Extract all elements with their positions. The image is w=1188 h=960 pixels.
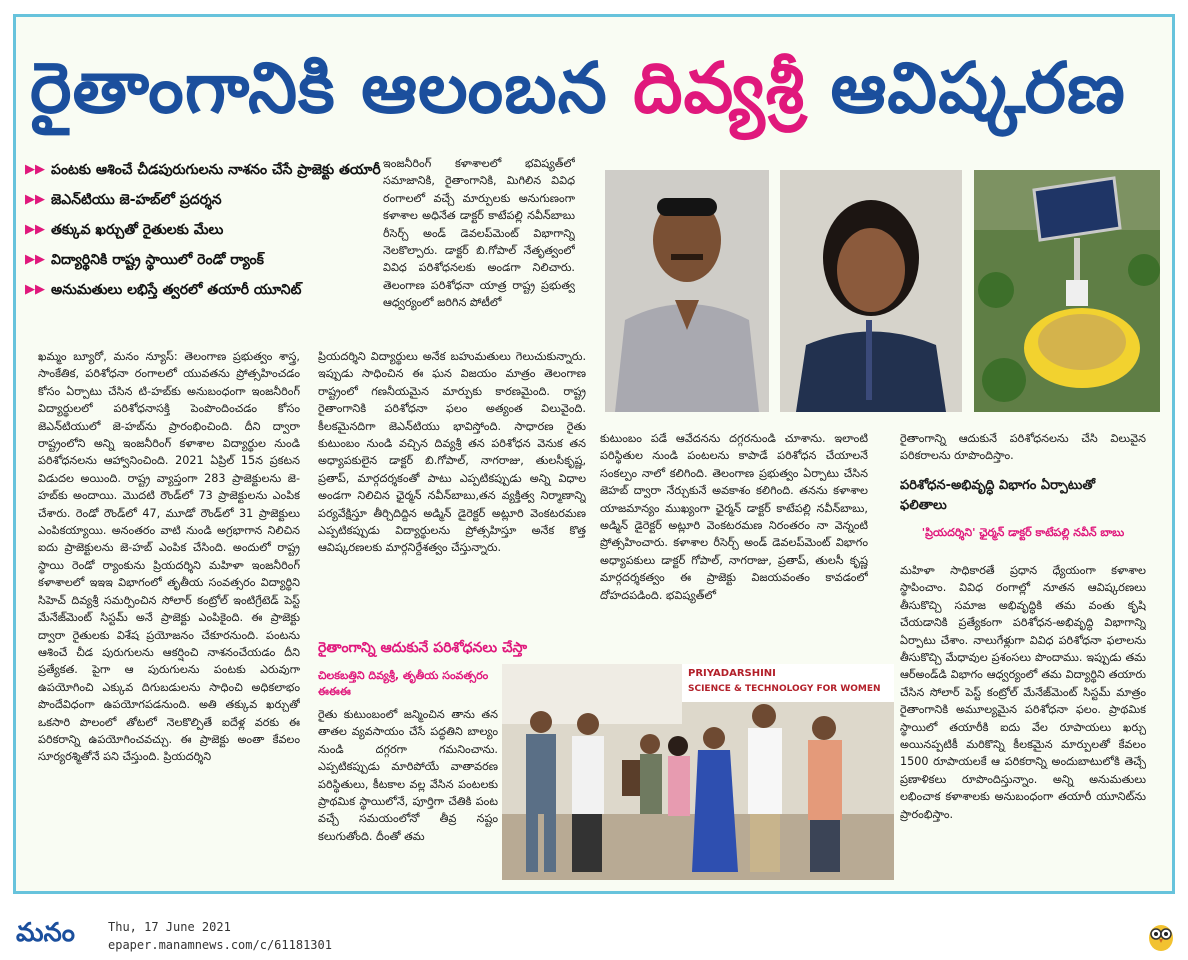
bullet-list (25, 160, 387, 310)
solar-pest-trap-icon (974, 170, 1160, 412)
bullet-item (25, 160, 387, 180)
double-arrow-icon: ▶▶ (25, 282, 45, 297)
article-column-2-top (383, 155, 575, 345)
owl-icon (1146, 920, 1176, 952)
photo-student (780, 170, 962, 412)
woman-portrait-icon (780, 170, 962, 412)
subheading-student: చిలకబత్తిని దివ్యశ్రీ, తృతీయ సంవత్సరం ఈఈఈ (318, 669, 489, 698)
photo-felicitation (502, 664, 894, 880)
article-column-4 (900, 562, 1146, 880)
photo-solar-trap (974, 170, 1160, 412)
double-arrow-icon: ▶▶ (25, 192, 45, 207)
photo-chairman (605, 170, 769, 412)
double-arrow-icon: ▶▶ (25, 162, 45, 177)
bullet-text: విద్యార్థినికి రాష్ట్ర స్థాయిలో రెండో ర్యాంక్ (51, 252, 264, 268)
headline-part-2: దివ్యశ్రీ (633, 47, 806, 129)
edition-date: Thu, 17 June 2021 (108, 920, 231, 934)
double-arrow-icon: ▶▶ (25, 252, 45, 267)
article-column-2 (318, 348, 586, 628)
banner-tagline: SCIENCE & TECHNOLOGY FOR WOMEN (688, 684, 881, 694)
headline-part-3: ఆవిష్కరణ (805, 47, 1126, 129)
article-column-3 (600, 430, 868, 666)
bullet-text: అనుమతులు లభిస్తే త్వరలో తయారీ యూనిట్ (51, 282, 302, 298)
bullet-text: జెఎన్‌టియు జె-హబ్‌లో ప్రదర్శన (51, 192, 222, 208)
column-text: రైతాంగాన్ని ఆదుకునే పరిశోధనలను చేసి విలువైన పరికరాలను రూపొందిస్తాం. (900, 432, 1146, 463)
bullet-item (25, 220, 387, 240)
bullet-item (25, 250, 387, 270)
column-text: కుటుంబం పడే ఆవేదనను దగ్గరనుండి చూశాను. ఇలాంటి పరిస్థితుల నుండి పంటలను కాపాడే పరిశోధన చేయాలనే సంకల్పం నాలో కలిగింది. తెలంగాణ ప్రభుత్వం ఏర్పాటు చేసిన జెహబ్ ద్వారా నేర్చుకునే అవకాశం కలిగింది. తనను కళాశాల యాజమాన్యం ముఖ్యంగా ఛైర్మన్ డాక్టర్ కాటేపల్లి నవీన్‌బాబు, అడ్మిన్ డైరెక్టర్ అట్లూరి వెంకటరమణ నిరంతరం నా వెన్నంటి ప్రోత్సహించారు. కళాశాల రీసెర్చ్ అండ్ డెవలప్‌మెంట్ విభాగం అధ్యాపకులు డాక్టర్ గోపాల్, నాగరాజు, ప్రతాప్, తులసీ కృష్ణ మార్గదర్శకత్వం ఈ ప్రాజెక్టు విజయవంతం కావడంలో దోహదపడింది. భవిష్యత్‌లో (600, 432, 868, 602)
column-text: ఇంజనీరింగ్ కళాశాలలో భవిష్యత్‌లో సమాజానికి, రైతాంగానికి, మిగిలిన వివిధ రంగాలలో వచ్చే మార్పులకు అనుగుణంగా కళాశాల అధినేత డాక్టర్ కాటేపల్లి నవీన్‌బాబు రీసెర్చ్ అండ్ డెవలప్‌మెంట్ విభాగాన్ని నెలకొల్పారు. డాక్టర్ బి.గోపాల్ నేతృత్వంలో వివిధ పరిశోధనలకు అండగా నిలిచారు. తెలంగాణ పరిశోధనా యాత్ర రాష్ట్ర ప్రభుత్వ ఆధ్వర్యంలో జరిగిన పోటీలో (383, 157, 575, 310)
column-text: మహిళా సాధికారతే ప్రధాన ధ్యేయంగా కళాశాల స్థాపించాం. వివిధ రంగాల్లో నూతన ఆవిష్కరణలు తీసుకొచ్చి సమాజ అభివృద్ధికి తమ వంతు కృషి చేయడానికి ప్రత్యేకంగా పరిశోధన-అభివృద్ధి విభాగాన్ని ఏర్పాటు చేశాం. నాలుగేళ్లుగా వివిధ పరిశోధనా ఫలాలను తీసుకొచ్చి మేధావుల ప్రశంసలు పొందాము. ఇప్పుడు తమ ఆర్‌అండ్‌డి విభాగం ఆధ్వర్యంలో తమ విద్యార్థిని తయారు చేసిన సోలార్ పెస్ట్ కంట్రోల్ మేనేజ్‌మెంట్ సిస్టమ్ మాత్రం రైతాంగానికి అమూల్యమైన పరిశోధనా ఫలం. ప్రాథమిక స్థాయిలో తయారీకి ఐదు వేల రూపాయలు ఖర్చు అయినప్పటికీ మరికొన్ని కీలకమైన మార్పులతో కేవలం 1500 రూపాయలకే ఆ పరికరాన్ని అందుబాటులోకి తెచ్చే ప్రణాళికలు రూపొందిస్తున్నాం. అన్ని అనుమతులు లభించాక కళాశాలకు అనుబంధంగా తయారీ యూనిట్‌ను ప్రారంభిస్తాం. (900, 564, 1146, 821)
page-footer (0, 896, 1188, 960)
double-arrow-icon: ▶▶ (25, 222, 45, 237)
bullet-text: తక్కువ ఖర్చుతో రైతులకు మేలు (51, 222, 224, 238)
epaper-url[interactable]: epaper.manamnews.com/c/61181301 (108, 938, 332, 952)
headline (30, 33, 1164, 143)
column-text: ప్రియదర్శిని విద్యార్థులు అనేక బహుమతులు గెలుచుకున్నారు. ఇప్పుడు సాధించిన ఈ ఘన విజయం మాత్రం తెలంగాణ రాష్ట్రంలో గణనీయమైన మార్పుకు కారణమైంది. రాష్ట్ర రైతాంగానికి పరిశోధనా ఫలం అత్యంత విలువైంది. కీలకమైనదిగా జెఎన్‌టియు భావిస్తోంది. సాధారణ రైతు కుటుంబం నుండి వచ్చిన దివ్యశ్రీ తన పరిశోధన వెనుక తన అధ్యాపకులైన డాక్టర్ బి.గోపాల్, నాగరాజు, తులసీకృష్ణ, ప్రతాప్, మార్గదర్శకంతో పాటు ఎప్పటికప్పుడు అన్ని విధాల అండగా నిలిచిన ఛైర్మన్ నవీన్‌బాబు,తన వ్యక్తిత్వ నిర్మాణాన్ని పర్యవేక్షిస్తూ తీర్చిదిద్దిన అడ్మిన్ డైరెక్టర్ అట్లూరి వెంకటరమణ ఎప్పటికప్పుడు విద్యార్థులను ప్రోత్సహిస్తూ అనేక కొత్త ఆవిష్కరణలకు మార్గనిర్దేశత్వం చేస్తున్నారు. (318, 350, 586, 555)
banner-college-name: PRIYADARSHINI (688, 668, 776, 679)
group-photo-icon (502, 664, 894, 880)
bullet-item (25, 280, 387, 300)
subheading-research-unit: పరిశోధన-అభివృద్ధి విభాగం ఏర్పాటుతో ఫలితాలు (900, 478, 1096, 513)
bullet-text: పంటకు ఆశించే చీడపురుగులను నాశనం చేసే ప్రాజెక్టు తయారీ (51, 162, 381, 178)
bullet-item (25, 190, 387, 210)
article-column-1 (38, 348, 300, 878)
newspaper-logo: మనం (16, 918, 75, 948)
subheading-chairman: 'ప్రియదర్శిని' ఛైర్మన్ డాక్టర్ కాటేపల్లి నవీన్ బాబు (921, 526, 1125, 539)
man-portrait-icon (605, 170, 769, 412)
column-text: రైతు కుటుంబంలో జన్మించిన తాను తన తాతల వ్యవసాయం చేసే పద్ధతిని బాల్యం నుండి దగ్గరగా గమనించాను. ఎప్పటికప్పుడు మారిపోయే వాతావరణ పరిస్థితులు, కీటకాల వల్ల వేసిన పంటలకు ప్రాథమిక స్థాయిలోనే, పూర్తిగా చేతికి పంట వచ్చే సమయంలోనో తీవ్ర నష్టం కలుగుతోంది. దీంతో తమ (318, 708, 498, 843)
subheading-farmers: రైతాంగాన్ని ఆదుకునే పరిశోధనలు చేస్తా (318, 640, 528, 656)
column-text: ఖమ్మం బ్యూరో, మనం న్యూస్: తెలంగాణ ప్రభుత్వం శాస్త్ర, సాంకేతిక, పరిశోధనా రంగాలలో యువతను ప్రోత్సహించడం కోసం ఏర్పాటు చేసిన టి-హబ్‌కు అనుబంధంగా ఇంజనీరింగ్ విద్యార్థులలో పరిశోధనాసక్తి పెంపొందించడం కోసం జెఎన్‌టియులో జె-హబ్‌ను ప్రారంభించింది. దీని ద్వారా రాష్ట్రంలోని అన్ని ఇంజనీరింగ్ కళాశాల విద్యార్థుల నుండి పరిశోధనలను ఆహ్వానించింది. 2021 ఏప్రిల్ 15న ప్రకటన విడుదల అయింది. రాష్ట్ర వ్యాప్తంగా 283 ప్రాజెక్టులను జె-హబ్‌కు అందాయి. మొదటి రౌండ్‌లో 73 ప్రాజెక్టులను ఎంపిక చేశారు. రెండో రౌండ్‌లో 47, మూడో రౌండ్‌లో 31 ప్రాజెక్టులు ఎంపికయ్యాయి. అనంతరం వాటి నుండి అగ్రభాగాన నిలిచిన ఐదు ప్రాజెక్టులను జె-హబ్ ఎంపిక చేసింది. అందులో రాష్ట్ర స్థాయి రెండో ర్యాంకును ప్రియదర్శిని మహిళా ఇంజనీరింగ్ కళాశాలలో ఇఇఇ విభాగంలో తృతీయ సంవత్సరం విద్యార్థిని సిహెచ్ దివ్యశ్రీ సమర్పించిన సోలార్ కంట్రోల్ ఇంటిగ్రేటెడ్ పెస్ట్ మేనేజ్‌మెంట్ సిస్టమ్ అనే ప్రాజెక్టు ఎంపికైంది. ఈ ప్రాజెక్టు ద్వారా రైతులకు విశేష ప్రయోజనం చేకూరనుంది. పంటను ఆశించే చీడ పురుగులను ఆకర్షించి నాశనంచేయడం దీని ప్రత్యేకత. పైగా ఆ పురుగులను పంటకు ఎరువుగా ఉపయోగించి ఎక్కువ దిగుబడులను సాధించి అధికలాభం పొందేవిధంగా ఉపయోగపడనుంది. అతి తక్కువ ఖర్చుతో ఒకసారి పొలంలో తోటలో నెలకొల్పితే ఐదేళ్ల వరకు ఈ పరికరాన్ని ఉపయోగించవచ్చు. ఈ ప్రాజెక్టు అంతా కేవలం సూర్యరశ్మితోనే పని చేస్తుంది. ప్రియదర్శిని (38, 350, 300, 764)
article-column-4-top (900, 430, 1146, 470)
headline-part-1: రైతాంగానికి ఆలంబన (30, 47, 634, 129)
article-column-2-bottom (318, 706, 498, 880)
